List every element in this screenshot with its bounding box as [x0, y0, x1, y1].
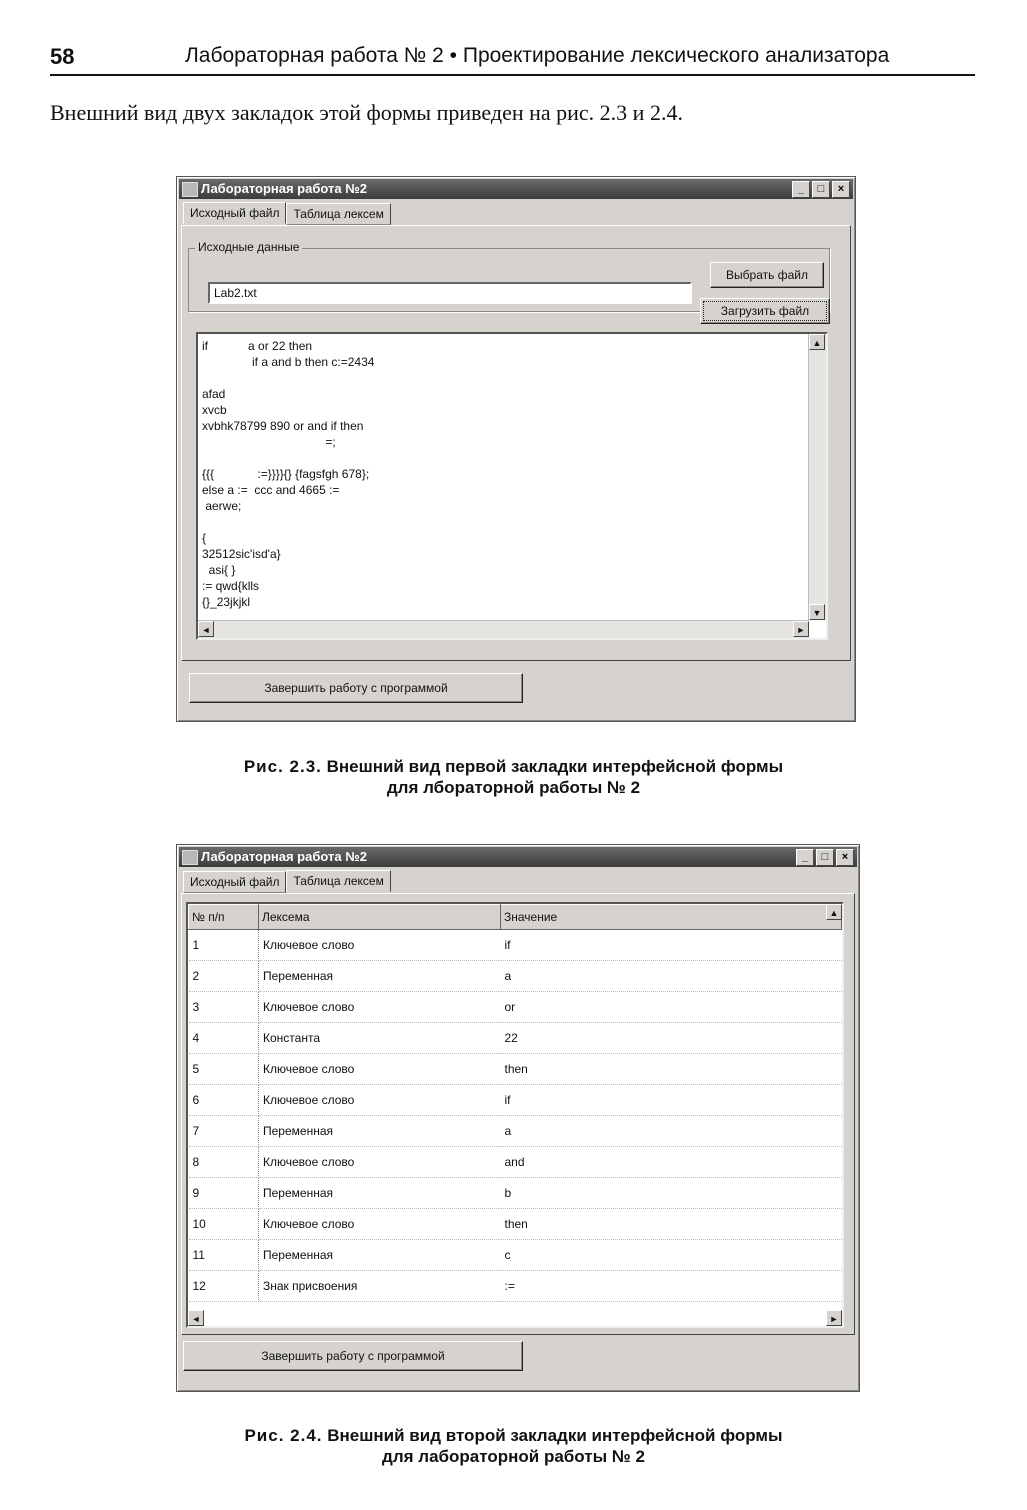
maximize-button[interactable]: □ [812, 181, 830, 198]
lexeme-value-cell[interactable]: b [501, 1178, 842, 1209]
table-row[interactable] [189, 1116, 842, 1147]
page-number: 58 [50, 44, 75, 69]
table-row[interactable] [189, 992, 842, 1023]
window-titlebar[interactable] [179, 847, 857, 867]
source-text: if a or 22 then if a and b then c:=2434 afad xvcb xvbhk78799 890 or and if then =; {{{ :=}}}}{} {fagsfgh 678}; else a := ccc and 4665 := aerwe; { 32512sic'isd'a} asi{ } := qwd{klls {}_23jkjkl [202, 339, 375, 609]
close-button[interactable]: × [832, 181, 850, 198]
exit-program-button[interactable]: Завершить работу с программой [183, 1341, 523, 1371]
table-row[interactable] [189, 1178, 842, 1209]
running-head: Лабораторная работа № 2 • Проектирование лексического анализатора [185, 44, 890, 67]
app-icon [182, 850, 198, 865]
scroll-up-icon[interactable]: ▲ [826, 904, 842, 920]
lexeme-value-cell[interactable]: if [501, 930, 842, 961]
lexeme-value-cell[interactable]: and [501, 1147, 842, 1178]
lexeme-value-cell[interactable]: or [501, 992, 842, 1023]
source-text-memo[interactable] [196, 332, 828, 640]
tab-panel [181, 225, 851, 661]
row-number-cell[interactable]: 6 [189, 1085, 259, 1116]
window-title: Лабораторная работа №2 [201, 849, 367, 864]
table-row[interactable] [189, 961, 842, 992]
column-header-lexeme[interactable]: Лексема [259, 905, 501, 930]
lexeme-type-cell[interactable]: Константа [259, 1023, 501, 1054]
table-row[interactable] [189, 1209, 842, 1240]
tab-lexeme-table[interactable]: Таблица лексем [286, 203, 390, 225]
exit-program-button[interactable]: Завершить работу с программой [189, 673, 523, 703]
figure-2-3-window [176, 176, 856, 722]
figure-2-4-caption [0, 1425, 1027, 1467]
row-number-cell[interactable]: 11 [189, 1240, 259, 1271]
caption-text-line2: для лабораторной работы № 2 [382, 1447, 645, 1466]
lexeme-type-cell[interactable]: Переменная [259, 1178, 501, 1209]
scroll-right-icon[interactable]: ► [793, 621, 809, 637]
close-button[interactable]: × [836, 849, 854, 866]
tab-source-file[interactable]: Исходный файл [183, 871, 286, 893]
tab-lexeme-table[interactable]: Таблица лексем [286, 870, 390, 892]
lexeme-grid[interactable] [186, 902, 844, 1328]
table-row[interactable] [189, 1054, 842, 1085]
row-number-cell[interactable]: 2 [189, 961, 259, 992]
lexeme-type-cell[interactable]: Ключевое слово [259, 1054, 501, 1085]
table-row[interactable] [189, 930, 842, 961]
group-label: Исходные данные [195, 240, 302, 254]
scroll-down-icon[interactable]: ▼ [809, 604, 825, 620]
horizontal-scrollbar[interactable] [198, 620, 809, 638]
app-icon [182, 182, 198, 197]
tab-panel [181, 893, 855, 1335]
scroll-left-icon[interactable]: ◄ [188, 1310, 204, 1326]
lexeme-value-cell[interactable]: := [501, 1271, 842, 1302]
lexeme-value-cell[interactable]: if [501, 1085, 842, 1116]
column-header-value[interactable]: Значение [501, 905, 842, 930]
lexeme-type-cell[interactable]: Знак присвоения [259, 1271, 501, 1302]
lexeme-value-cell[interactable]: a [501, 1116, 842, 1147]
lexeme-type-cell[interactable]: Ключевое слово [259, 930, 501, 961]
table-row[interactable] [189, 1147, 842, 1178]
lexeme-value-cell[interactable]: then [501, 1209, 842, 1240]
caption-text-line2: для лбораторной работы № 2 [386, 778, 641, 797]
column-header-number[interactable]: № п/п [189, 905, 259, 930]
intro-paragraph: Внешний вид двух закладок этой формы приведен на рис. 2.3 и 2.4. [50, 100, 683, 125]
lexeme-type-cell[interactable]: Переменная [259, 961, 501, 992]
lexeme-value-cell[interactable]: c [501, 1240, 842, 1271]
lexeme-value-cell[interactable]: then [501, 1054, 842, 1085]
scroll-left-icon[interactable]: ◄ [198, 621, 214, 637]
row-number-cell[interactable]: 3 [189, 992, 259, 1023]
row-number-cell[interactable]: 10 [189, 1209, 259, 1240]
row-number-cell[interactable]: 5 [189, 1054, 259, 1085]
caption-label: Рис. 2.4. [244, 1426, 323, 1445]
lexeme-type-cell[interactable]: Переменная [259, 1240, 501, 1271]
row-number-cell[interactable]: 7 [189, 1116, 259, 1147]
table-row[interactable] [189, 1271, 842, 1302]
lexeme-type-cell[interactable]: Ключевое слово [259, 1147, 501, 1178]
row-number-cell[interactable]: 9 [189, 1178, 259, 1209]
lexeme-value-cell[interactable]: a [501, 961, 842, 992]
table-row[interactable] [189, 1240, 842, 1271]
maximize-button[interactable]: □ [816, 849, 834, 866]
scroll-up-icon[interactable]: ▲ [809, 334, 825, 350]
file-name-field[interactable]: Lab2.txt [208, 282, 692, 304]
scroll-right-icon[interactable]: ► [826, 1310, 842, 1326]
lexeme-type-cell[interactable]: Переменная [259, 1116, 501, 1147]
load-file-button[interactable]: Загрузить файл [700, 298, 830, 324]
window-titlebar[interactable] [179, 179, 853, 199]
lexeme-type-cell[interactable]: Ключевое слово [259, 1209, 501, 1240]
lexeme-value-cell[interactable]: 22 [501, 1023, 842, 1054]
lexeme-type-cell[interactable]: Ключевое слово [259, 1085, 501, 1116]
caption-text: Внешний вид первой закладки интерфейсной формы [326, 757, 784, 776]
figure-2-3-caption [0, 756, 1027, 798]
caption-text: Внешний вид второй закладки интерфейсной формы [327, 1426, 783, 1445]
tab-source-file[interactable]: Исходный файл [183, 202, 286, 224]
table-row[interactable] [189, 1023, 842, 1054]
row-number-cell[interactable]: 4 [189, 1023, 259, 1054]
lexeme-type-cell[interactable]: Ключевое слово [259, 992, 501, 1023]
table-row[interactable] [189, 1085, 842, 1116]
minimize-button[interactable]: _ [792, 181, 810, 198]
vertical-scrollbar[interactable] [808, 334, 826, 620]
choose-file-button[interactable]: Выбрать файл [710, 262, 824, 288]
minimize-button[interactable]: _ [796, 849, 814, 866]
row-number-cell[interactable]: 8 [189, 1147, 259, 1178]
caption-label: Рис. 2.3. [243, 757, 322, 776]
header-rule [50, 74, 975, 76]
window-title: Лабораторная работа №2 [201, 181, 367, 196]
row-number-cell[interactable]: 1 [189, 930, 259, 961]
figure-2-4-window [176, 844, 860, 1392]
row-number-cell[interactable]: 12 [189, 1271, 259, 1302]
